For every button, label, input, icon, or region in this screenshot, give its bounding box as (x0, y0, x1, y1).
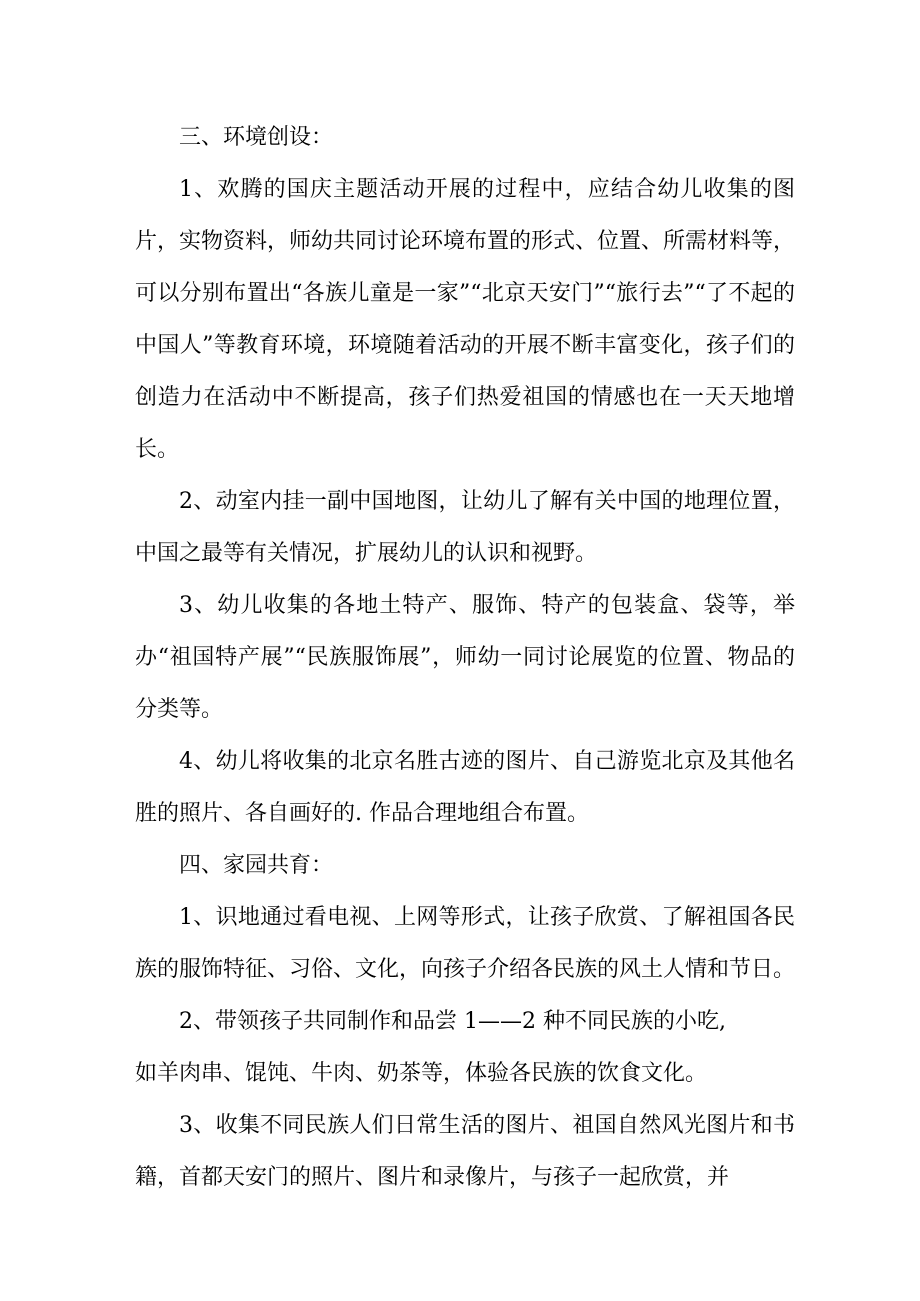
paragraph-home-school-3: 3、收集不同民族人们日常生活的图片、祖国自然风光图片和书籍，首都天安门的照片、图片和录像片，与孩子一起欣赏，并 (135, 1113, 795, 1190)
document-body (135, 112, 795, 1204)
paragraph-home-school-2: 2、带领孩子共同制作和品尝 1——2 种不同民族的小吃, (179, 1009, 726, 1034)
paragraph-home-school-2-continuation: 如羊肉串、馄饨、牛肉、奶茶等，体验各民族的饮食文化。 (135, 1061, 708, 1086)
section-heading-environment: 三、环境创设： (179, 125, 334, 150)
paragraph-home-school-1: 1、识地通过看电视、上网等形式，让孩子欣赏、了解祖国各民族的服饰特征、习俗、文化，向孩子介绍各民族的风土人情和节日。 (135, 905, 796, 982)
paragraph-environment-1: 1、欢腾的国庆主题活动开展的过程中，应结合幼儿收集的图片，实物资料，师幼共同讨论环境布置的形式、位置、所需材料等，可以分别布置出“各族儿童是一家”“北京天安门”“旅行去”“了不起的中国人”等教育环境，环境随着活动的开展不断丰富变化，孩子们的创造力在活动中不断提高，孩子们热爱祖国的情感也在一天天地增长。 (135, 177, 796, 462)
paragraph-environment-2: 2、动室内挂一副中国地图，让幼儿了解有关中国的地理位置，中国之最等有关情况，扩展幼儿的认识和视野。 (135, 489, 795, 566)
section-heading-home-school: 四、家园共育： (179, 853, 334, 878)
paragraph-environment-3: 3、幼儿收集的各地土特产、服饰、特产的包装盒、袋等，举办“祖国特产展”“民族服饰展”，师幼一同讨论展览的位置、物品的分类等。 (135, 593, 795, 722)
paragraph-environment-4: 4、幼儿将收集的北京名胜古迹的图片、自己游览北京及其他名胜的照片、各自画好的. 作品合理地组合布置。 (135, 749, 795, 826)
